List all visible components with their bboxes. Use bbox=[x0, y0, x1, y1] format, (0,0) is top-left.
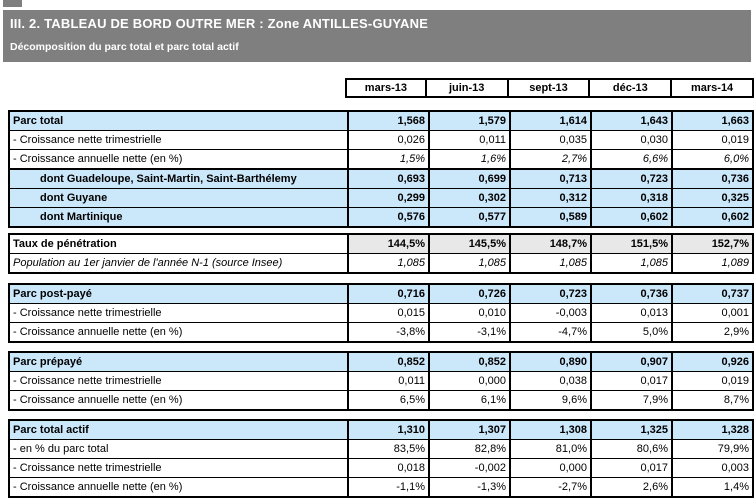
value-cell: 2,6% bbox=[590, 478, 671, 496]
value-cell: 1,307 bbox=[428, 421, 509, 439]
page-subtitle: Décomposition du parc total et parc total actif bbox=[10, 41, 239, 53]
table-row bbox=[10, 458, 752, 477]
row-label: - Croissance annuelle nette (en %) bbox=[13, 326, 183, 338]
value-cell: 6,5% bbox=[347, 391, 428, 409]
value-cell: 0,000 bbox=[509, 459, 590, 477]
value-cell: 2,7% bbox=[509, 150, 590, 168]
value-cell: 0,019 bbox=[671, 131, 752, 149]
value-cell: 1,310 bbox=[347, 421, 428, 439]
row-label: - Croissance nette trimestrielle bbox=[13, 134, 162, 146]
data-block-parc-prepaye bbox=[8, 351, 754, 411]
row-label: Taux de pénétration bbox=[13, 238, 117, 250]
value-cell: 0,001 bbox=[671, 304, 752, 322]
table-row bbox=[10, 130, 752, 149]
value-cell: 0,038 bbox=[509, 372, 590, 390]
value-cell: 0,003 bbox=[671, 459, 752, 477]
data-block-parc-total bbox=[8, 110, 754, 228]
table-row bbox=[10, 285, 752, 303]
value-cell: 0,302 bbox=[428, 189, 509, 207]
value-cell: 0,318 bbox=[590, 189, 671, 207]
value-cell: 0,907 bbox=[590, 353, 671, 371]
value-cell: 0,602 bbox=[671, 208, 752, 226]
value-cell: 0,723 bbox=[509, 285, 590, 303]
value-cell: 0,736 bbox=[671, 170, 752, 188]
value-cell: 0,602 bbox=[590, 208, 671, 226]
value-cell: 9,6% bbox=[509, 391, 590, 409]
table-row bbox=[10, 439, 752, 458]
row-label: - Croissance nette trimestrielle bbox=[13, 375, 162, 387]
value-cell: 1,5% bbox=[347, 150, 428, 168]
value-cell: 0,699 bbox=[428, 170, 509, 188]
table-row bbox=[10, 303, 752, 322]
row-label: Population au 1er janvier de l'année N-1 (source Insee) bbox=[13, 257, 283, 269]
value-cell: 0,890 bbox=[509, 353, 590, 371]
value-cell: 0,013 bbox=[590, 304, 671, 322]
row-label: - Croissance nette trimestrielle bbox=[13, 462, 162, 474]
value-cell: 1,568 bbox=[347, 112, 428, 130]
value-cell: 0,312 bbox=[509, 189, 590, 207]
value-cell: -1,3% bbox=[428, 478, 509, 496]
value-cell: -2,7% bbox=[509, 478, 590, 496]
value-cell: 0,726 bbox=[428, 285, 509, 303]
value-cell: 1,085 bbox=[509, 254, 590, 272]
value-cell: 0,716 bbox=[347, 285, 428, 303]
row-label: - Croissance annuelle nette (en %) bbox=[13, 153, 183, 165]
value-cell: 0,736 bbox=[590, 285, 671, 303]
row-label: Parc prépayé bbox=[10, 353, 347, 371]
value-cell: 0,035 bbox=[509, 131, 590, 149]
value-cell: 0,026 bbox=[347, 131, 428, 149]
value-cell: 1,308 bbox=[509, 421, 590, 439]
value-cell: 1,328 bbox=[671, 421, 752, 439]
data-block-parc-post-paye bbox=[8, 283, 754, 343]
value-cell: 79,9% bbox=[671, 440, 752, 458]
table-row bbox=[10, 353, 752, 371]
value-cell: 1,085 bbox=[590, 254, 671, 272]
value-cell: 0,926 bbox=[671, 353, 752, 371]
row-label: dont Martinique bbox=[10, 208, 347, 226]
column-header: juin-13 bbox=[427, 78, 509, 98]
value-cell: 152,7% bbox=[671, 235, 752, 253]
table-row bbox=[10, 168, 752, 188]
value-cell: 1,4% bbox=[671, 478, 752, 496]
value-cell: 81,0% bbox=[509, 440, 590, 458]
value-cell: 1,643 bbox=[590, 112, 671, 130]
value-cell: 144,5% bbox=[347, 235, 428, 253]
table-row bbox=[10, 112, 752, 130]
table-row bbox=[10, 421, 752, 439]
table-row bbox=[10, 322, 752, 341]
value-cell: -0,002 bbox=[428, 459, 509, 477]
table-row bbox=[10, 235, 752, 253]
value-cell: 1,085 bbox=[347, 254, 428, 272]
value-cell: 80,6% bbox=[590, 440, 671, 458]
table-row bbox=[10, 390, 752, 409]
row-label: - en % du parc total bbox=[13, 443, 109, 455]
value-cell: 0,015 bbox=[347, 304, 428, 322]
value-cell: 1,579 bbox=[428, 112, 509, 130]
value-cell: 0,723 bbox=[590, 170, 671, 188]
column-header: déc-13 bbox=[590, 78, 672, 98]
value-cell: 148,7% bbox=[509, 235, 590, 253]
value-cell: 0,576 bbox=[347, 208, 428, 226]
value-cell: -0,003 bbox=[509, 304, 590, 322]
row-label: - Croissance nette trimestrielle bbox=[13, 307, 162, 319]
value-cell: 0,017 bbox=[590, 459, 671, 477]
page-title: III. 2. TABLEAU DE BORD OUTRE MER : Zone ANTILLES-GUYANE bbox=[10, 16, 429, 31]
table-row bbox=[10, 253, 752, 272]
value-cell: 1,663 bbox=[671, 112, 752, 130]
value-cell: 0,019 bbox=[671, 372, 752, 390]
row-label: dont Guadeloupe, Saint-Martin, Saint-Barthélemy bbox=[10, 170, 347, 188]
value-cell: 6,1% bbox=[428, 391, 509, 409]
value-cell: -4,7% bbox=[509, 323, 590, 341]
value-cell: 0,852 bbox=[428, 353, 509, 371]
row-label: Parc post-payé bbox=[10, 285, 347, 303]
value-cell: 0,011 bbox=[428, 131, 509, 149]
value-cell: 0,737 bbox=[671, 285, 752, 303]
corner-tab bbox=[3, 0, 22, 7]
row-label: Parc total bbox=[10, 112, 347, 130]
value-cell: 1,614 bbox=[509, 112, 590, 130]
value-cell: 0,030 bbox=[590, 131, 671, 149]
value-cell: -3,1% bbox=[428, 323, 509, 341]
value-cell: 0,693 bbox=[347, 170, 428, 188]
value-cell: 151,5% bbox=[590, 235, 671, 253]
column-header: mars-14 bbox=[672, 78, 754, 98]
table-row bbox=[10, 477, 752, 496]
data-block-taux-penetration bbox=[8, 233, 754, 274]
value-cell: 0,852 bbox=[347, 353, 428, 371]
column-header-row bbox=[345, 78, 754, 98]
value-cell: -1,1% bbox=[347, 478, 428, 496]
column-header: sept-13 bbox=[509, 78, 591, 98]
table-row bbox=[10, 371, 752, 390]
value-cell: 5,0% bbox=[590, 323, 671, 341]
row-label: - Croissance annuelle nette (en %) bbox=[13, 394, 183, 406]
value-cell: 6,0% bbox=[671, 150, 752, 168]
value-cell: 0,017 bbox=[590, 372, 671, 390]
table-row bbox=[10, 149, 752, 168]
value-cell: 8,7% bbox=[671, 391, 752, 409]
value-cell: 0,000 bbox=[428, 372, 509, 390]
value-cell: 2,9% bbox=[671, 323, 752, 341]
title-band bbox=[3, 10, 751, 62]
value-cell: 0,010 bbox=[428, 304, 509, 322]
row-label: - Croissance annuelle nette (en %) bbox=[13, 481, 183, 493]
column-header: mars-13 bbox=[345, 78, 427, 98]
value-cell: 0,577 bbox=[428, 208, 509, 226]
value-cell: 83,5% bbox=[347, 440, 428, 458]
table-row bbox=[10, 207, 752, 226]
value-cell: 6,6% bbox=[590, 150, 671, 168]
data-block-parc-total-actif bbox=[8, 419, 754, 498]
value-cell: 1,085 bbox=[428, 254, 509, 272]
value-cell: -3,8% bbox=[347, 323, 428, 341]
value-cell: 7,9% bbox=[590, 391, 671, 409]
value-cell: 1,325 bbox=[590, 421, 671, 439]
table-row bbox=[10, 188, 752, 207]
value-cell: 1,089 bbox=[671, 254, 752, 272]
value-cell: 1,6% bbox=[428, 150, 509, 168]
row-label: dont Guyane bbox=[10, 189, 347, 207]
value-cell: 0,018 bbox=[347, 459, 428, 477]
value-cell: 0,299 bbox=[347, 189, 428, 207]
value-cell: 0,011 bbox=[347, 372, 428, 390]
value-cell: 145,5% bbox=[428, 235, 509, 253]
value-cell: 0,589 bbox=[509, 208, 590, 226]
value-cell: 0,713 bbox=[509, 170, 590, 188]
value-cell: 0,325 bbox=[671, 189, 752, 207]
row-label: Parc total actif bbox=[10, 421, 347, 439]
value-cell: 82,8% bbox=[428, 440, 509, 458]
